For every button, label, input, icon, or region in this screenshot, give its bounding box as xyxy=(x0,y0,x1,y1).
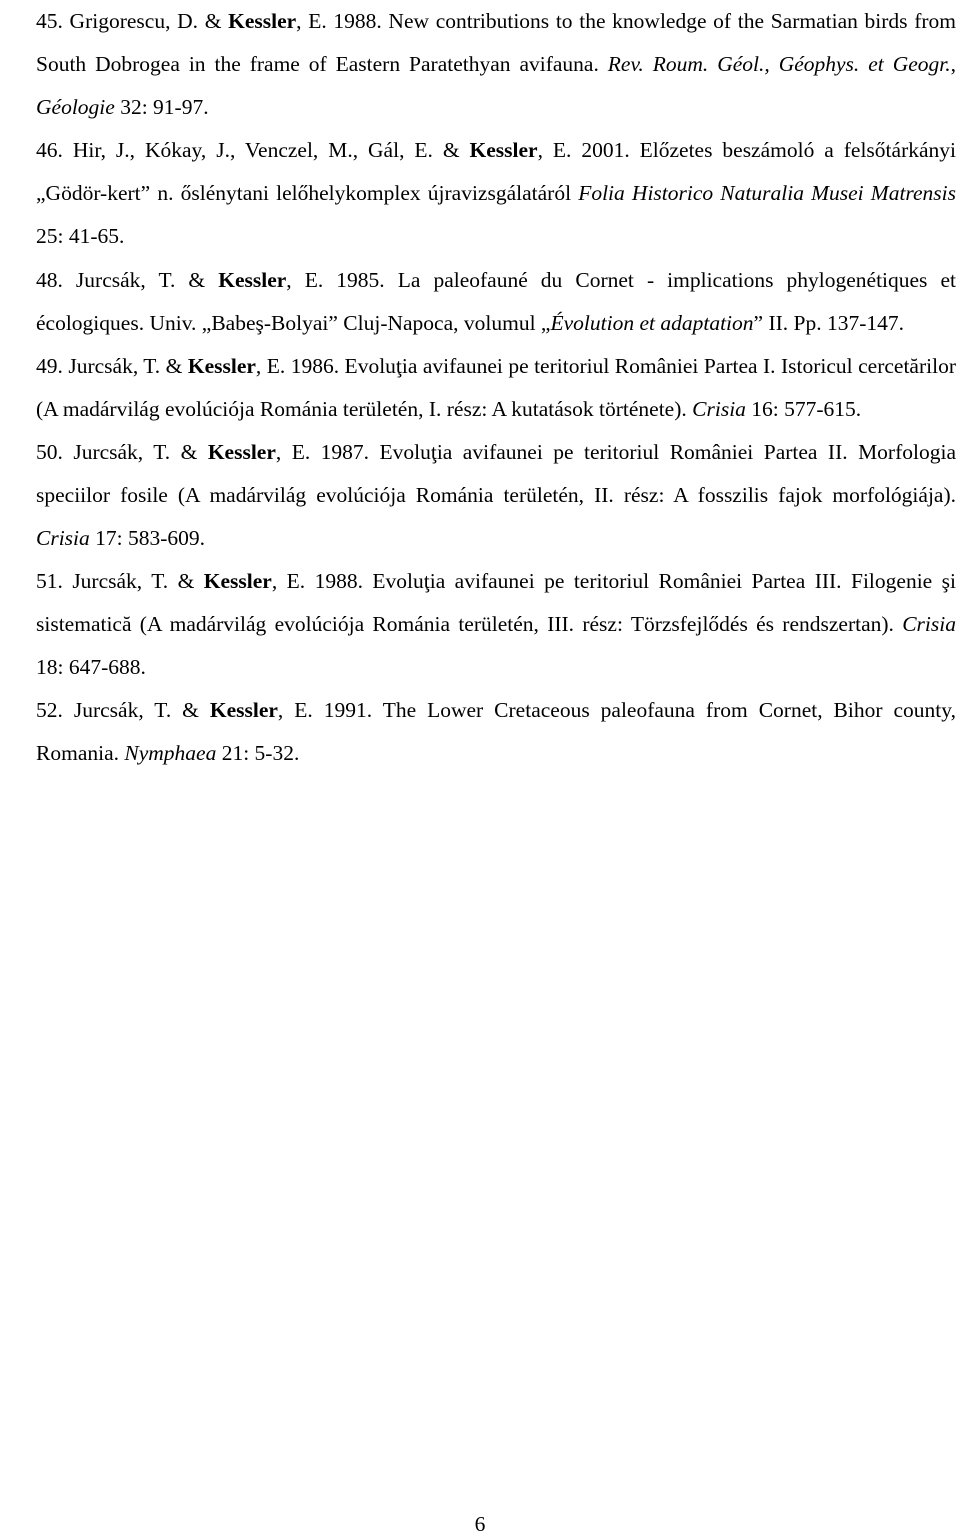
ref-text: 51. Jurcsák, T. & xyxy=(36,569,204,593)
ref-journal: Géologie xyxy=(36,95,115,119)
reference-entry-46 xyxy=(36,129,956,258)
reference-entry-52 xyxy=(36,689,956,775)
ref-text: 46. Hir, J., Kókay, J., Venczel, M., Gál, E. & xyxy=(36,138,470,162)
reference-entry-49 xyxy=(36,345,956,431)
ref-journal: Nymphaea xyxy=(124,741,217,765)
ref-journal: Crisia xyxy=(902,612,956,636)
ref-author-bold: Kessler xyxy=(203,569,272,593)
ref-journal: Évolution et adaptation xyxy=(550,311,754,335)
ref-journal: Folia Historico Naturalia Musei Matrensis xyxy=(578,181,956,205)
ref-text: , E. 1987. Evoluţia avifaunei pe teritoriul României Partea II. Morfologia speciilor fosile (A madárvilág evolúciója Románia területén, II. rész: A fosszilis fajok morfológiája). xyxy=(36,440,956,507)
page-number: 6 xyxy=(474,1512,486,1536)
ref-text: 49. Jurcsák, T. & xyxy=(36,354,188,378)
ref-text: , E. 1988. New contributions to the knowledge of the Sarmatian birds from South Dobrogea in the frame of Eastern Paratethyan avifauna. xyxy=(36,9,956,76)
ref-author-bold: Kessler xyxy=(218,268,287,292)
ref-pages: 21: 5-32. xyxy=(216,741,300,765)
ref-text: , E. 1991. The Lower Cretaceous paleofauna from Cornet, Bihor county, Romania. xyxy=(36,698,956,765)
ref-text: 48. Jurcsák, T. & xyxy=(36,268,219,292)
reference-entry-48 xyxy=(36,259,956,345)
ref-author-bold: Kessler xyxy=(209,698,278,722)
ref-pages: 18: 647-688. xyxy=(36,655,146,679)
ref-author-bold: Kessler xyxy=(469,138,538,162)
ref-text: , E. 1985. La paleofauné du Cornet - implications phylogenétiques et écologiques. Univ. „Babeş-Bolyai” Cluj-Napoca, volumul „ xyxy=(36,268,956,335)
reference-entry-50 xyxy=(36,431,956,560)
ref-author-bold: Kessler xyxy=(187,354,256,378)
ref-journal: Crisia xyxy=(36,526,90,550)
ref-pages: ” II. Pp. 137-147. xyxy=(753,311,905,335)
reference-entry-51 xyxy=(36,560,956,689)
ref-pages: 25: 41-65. xyxy=(36,224,125,248)
ref-text: 45. Grigorescu, D. & xyxy=(36,9,229,33)
ref-text: , xyxy=(950,52,956,76)
ref-text: , E. 1986. Evoluţia avifaunei pe teritoriul României Partea I. Istoricul cercetărilor (A madárvilág evolúciója Románia területén, I. rész: A kutatások története). xyxy=(36,354,956,421)
ref-author-bold: Kessler xyxy=(228,9,297,33)
ref-text: 50. Jurcsák, T. & xyxy=(36,440,208,464)
ref-journal: Crisia xyxy=(692,397,746,421)
reference-list xyxy=(36,0,956,775)
reference-entry-45 xyxy=(36,0,956,129)
ref-text: , E. 2001. Előzetes beszámoló a felsőtárkányi „Gödör-kert” n. őslénytani lelőhelykomplex újravizsgálatáról xyxy=(36,138,956,205)
ref-pages: 32: 91-97. xyxy=(114,95,209,119)
ref-text: , E. 1988. Evoluţia avifaunei pe teritoriul României Partea III. Filogenie şi sistematică (A madárvilág evolúciója Románia területén, III. rész: Törzsfejlődés és rendszertan). xyxy=(36,569,956,636)
ref-pages: 16: 577-615. xyxy=(745,397,862,421)
ref-author-bold: Kessler xyxy=(207,440,276,464)
ref-text: 52. Jurcsák, T. & xyxy=(36,698,210,722)
ref-pages: 17: 583-609. xyxy=(89,526,206,550)
ref-journal: Rev. Roum. Géol., Géophys. et Geogr. xyxy=(607,52,951,76)
